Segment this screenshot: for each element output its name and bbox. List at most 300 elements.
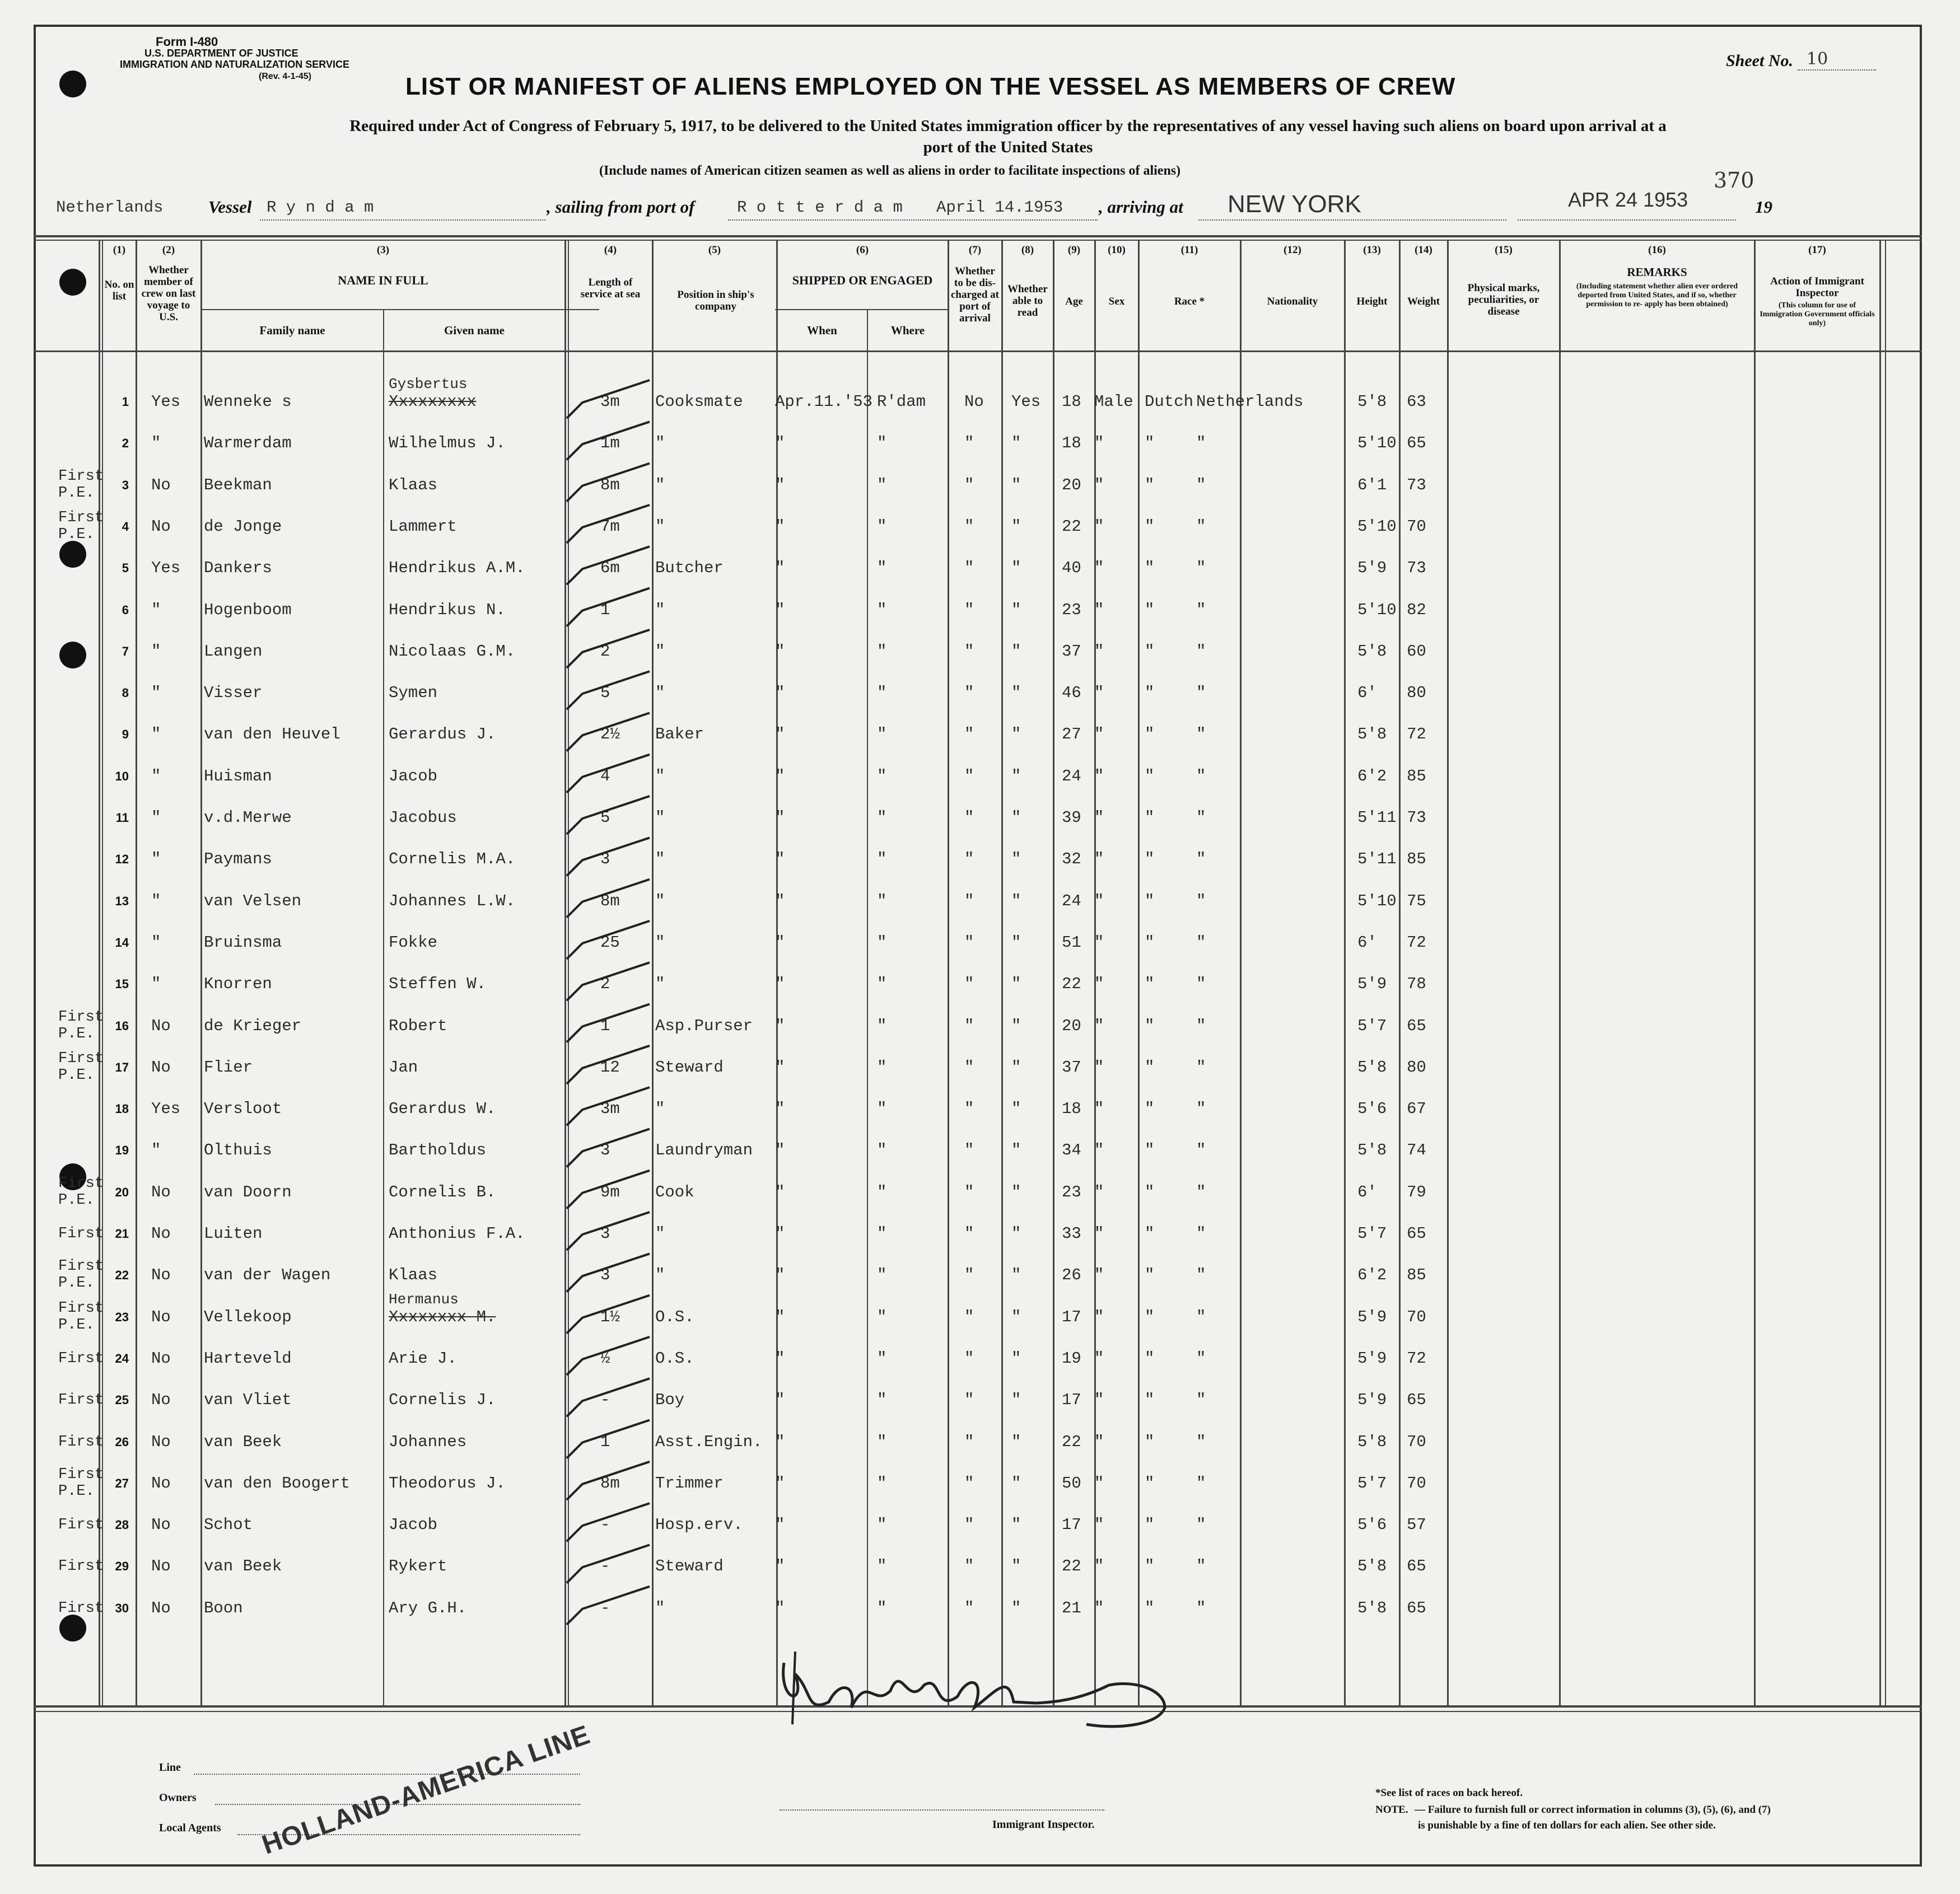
race-cell: " bbox=[1145, 559, 1155, 578]
height-cell: 6' bbox=[1357, 933, 1377, 952]
row-prefix-note: First P.E. bbox=[58, 1299, 104, 1334]
age-cell: 18 bbox=[1062, 434, 1081, 453]
col13-header: Height bbox=[1356, 296, 1388, 307]
position-cell: " bbox=[655, 1598, 665, 1617]
given-name-cell: Jacob bbox=[389, 766, 438, 785]
sex-cell: " bbox=[1094, 559, 1104, 578]
race-cell: " bbox=[1145, 1182, 1155, 1201]
family-name-cell: Langen bbox=[204, 642, 263, 661]
check-mark bbox=[567, 1046, 650, 1084]
discharged-cell: " bbox=[964, 1016, 974, 1035]
nationality-cell: " bbox=[1196, 975, 1206, 994]
nationality-cell: " bbox=[1196, 600, 1206, 619]
crew-cell: " bbox=[151, 600, 161, 619]
race-cell: " bbox=[1145, 1557, 1155, 1576]
service-cell: - bbox=[600, 1557, 610, 1576]
row-number: 20 bbox=[115, 1185, 129, 1199]
row-prefix-note: First P.E. bbox=[58, 1466, 104, 1500]
race-cell: " bbox=[1145, 1100, 1155, 1119]
date-dotted-line bbox=[1518, 219, 1736, 221]
race-cell: " bbox=[1145, 766, 1155, 785]
family-name-cell: v.d.Merwe bbox=[204, 808, 292, 827]
col10-number: (10) bbox=[1108, 244, 1126, 256]
row-number: 27 bbox=[115, 1476, 129, 1490]
discharged-cell: " bbox=[964, 600, 974, 619]
position-cell: Cook bbox=[655, 1182, 694, 1201]
position-cell: " bbox=[655, 850, 665, 869]
row-prefix-note: First P.E. bbox=[58, 1008, 104, 1042]
col-line bbox=[1447, 240, 1449, 1708]
position-cell: " bbox=[655, 684, 665, 703]
sex-cell: " bbox=[1094, 891, 1104, 910]
service-cell: 25 bbox=[600, 933, 620, 952]
check-mark bbox=[567, 713, 650, 751]
position-cell: " bbox=[655, 891, 665, 910]
discharged-cell: " bbox=[964, 559, 974, 578]
age-cell: 51 bbox=[1062, 933, 1081, 952]
read-cell: " bbox=[1011, 1141, 1021, 1160]
row-prefix-note: First P.E. bbox=[58, 467, 104, 502]
nationality-cell: " bbox=[1196, 559, 1206, 578]
family-name-cell: van der Wagen bbox=[204, 1266, 331, 1285]
crew-cell: No bbox=[151, 1516, 171, 1535]
family-name-cell: van Vliet bbox=[204, 1391, 292, 1410]
col16-note: (Including statement whether alien ever ordered deported from United States, and if so, whether permission to re- apply has been obtained) bbox=[1576, 282, 1738, 308]
check-mark bbox=[567, 1212, 650, 1250]
age-cell: 20 bbox=[1062, 1016, 1081, 1035]
discharged-cell: " bbox=[964, 975, 974, 994]
shipped-when-cell: " bbox=[775, 808, 785, 827]
col6-where-header: Where bbox=[890, 324, 925, 337]
discharged-cell: " bbox=[964, 1058, 974, 1077]
read-cell: " bbox=[1011, 1058, 1021, 1077]
shipped-where-cell: " bbox=[877, 559, 887, 578]
age-cell: 21 bbox=[1062, 1598, 1081, 1617]
shipped-when-cell: " bbox=[775, 559, 785, 578]
height-cell: 6' bbox=[1357, 684, 1377, 703]
crew-cell: " bbox=[151, 725, 161, 744]
shipped-where-cell: " bbox=[877, 642, 887, 661]
height-cell: 5'8 bbox=[1357, 1598, 1387, 1617]
shipped-when-cell: " bbox=[775, 891, 785, 910]
height-cell: 5'8 bbox=[1357, 642, 1387, 661]
given-name-correction: Gysbertus bbox=[389, 376, 468, 392]
position-cell: Steward bbox=[655, 1557, 724, 1576]
col16-number: (16) bbox=[1648, 244, 1666, 256]
family-name-cell: van Velsen bbox=[204, 891, 302, 910]
service-cell: 3 bbox=[600, 1141, 610, 1160]
shipped-where-cell: " bbox=[877, 1598, 887, 1617]
sex-cell: " bbox=[1094, 1266, 1104, 1285]
check-mark bbox=[567, 1296, 650, 1334]
read-cell: " bbox=[1011, 1432, 1021, 1451]
check-mark bbox=[567, 380, 650, 418]
check-mark bbox=[567, 505, 650, 543]
service-cell: - bbox=[600, 1598, 610, 1617]
shipped-where-cell: " bbox=[877, 517, 887, 536]
service-cell: - bbox=[600, 1391, 610, 1410]
position-cell: Boy bbox=[655, 1391, 685, 1410]
position-cell: Trimmer bbox=[655, 1474, 724, 1493]
row-prefix-note: First P.E. bbox=[58, 1258, 104, 1292]
read-cell: " bbox=[1011, 684, 1021, 703]
row-number: 10 bbox=[115, 769, 129, 783]
weight-cell: 65 bbox=[1407, 1391, 1426, 1410]
discharged-cell: " bbox=[964, 434, 974, 453]
row-number: 21 bbox=[115, 1227, 129, 1241]
shipped-when-cell: " bbox=[775, 1224, 785, 1243]
nationality-cell: " bbox=[1196, 1516, 1206, 1535]
discharged-cell: " bbox=[964, 1182, 974, 1201]
service-cell: 3 bbox=[600, 850, 610, 869]
position-cell: O.S. bbox=[655, 1349, 694, 1368]
required-line-2: port of the United States bbox=[923, 138, 1093, 156]
given-name-cell: Gerardus W. bbox=[389, 1100, 496, 1119]
sex-cell: " bbox=[1094, 766, 1104, 785]
form-revision: (Rev. 4-1-45) bbox=[259, 72, 311, 81]
shipped-when-cell: " bbox=[775, 1182, 785, 1201]
given-name-cell: Bartholdus bbox=[389, 1141, 487, 1160]
nationality-cell: " bbox=[1196, 850, 1206, 869]
check-mark bbox=[567, 1337, 650, 1375]
position-cell: Laundryman bbox=[655, 1141, 753, 1160]
shipped-where-cell: " bbox=[877, 1432, 887, 1451]
race-cell: " bbox=[1145, 1598, 1155, 1617]
age-cell: 18 bbox=[1062, 1100, 1081, 1119]
given-name-cell: Jacob bbox=[389, 1516, 438, 1535]
read-cell: " bbox=[1011, 642, 1021, 661]
check-mark bbox=[567, 464, 650, 502]
binder-hole bbox=[59, 1615, 86, 1642]
nationality-cell: " bbox=[1196, 1182, 1206, 1201]
crew-cell: " bbox=[151, 933, 161, 952]
check-mark bbox=[567, 880, 650, 918]
race-cell: " bbox=[1145, 725, 1155, 744]
family-name-cell: Luiten bbox=[204, 1224, 263, 1243]
discharged-cell: " bbox=[964, 1557, 974, 1576]
row-prefix-note: First P.E. bbox=[58, 1050, 104, 1084]
weight-cell: 75 bbox=[1407, 891, 1426, 910]
row-number: 28 bbox=[115, 1518, 129, 1532]
check-mark bbox=[567, 1462, 650, 1500]
position-cell: " bbox=[655, 600, 665, 619]
row-number: 15 bbox=[115, 977, 129, 992]
crew-cell: No bbox=[151, 475, 171, 494]
shipped-when-cell: " bbox=[775, 725, 785, 744]
age-cell: 17 bbox=[1062, 1516, 1081, 1535]
service-cell: 1m bbox=[600, 434, 620, 453]
nationality-cell: " bbox=[1196, 1391, 1206, 1410]
note-text-2: is punishable by a fine of ten dollars for each alien. See other side. bbox=[1418, 1820, 1716, 1831]
weight-cell: 74 bbox=[1407, 1141, 1426, 1160]
race-cell: " bbox=[1145, 517, 1155, 536]
row-number: 26 bbox=[115, 1434, 129, 1449]
read-cell: " bbox=[1011, 1516, 1021, 1535]
service-cell: 2 bbox=[600, 975, 610, 994]
sex-cell: Male bbox=[1094, 392, 1133, 411]
family-name-cell: Beekman bbox=[204, 475, 272, 494]
shipped-when-cell: " bbox=[775, 1141, 785, 1160]
crew-cell: " bbox=[151, 891, 161, 910]
sex-cell: " bbox=[1094, 808, 1104, 827]
col8-header: Whether able to read bbox=[1007, 283, 1048, 319]
age-cell: 50 bbox=[1062, 1474, 1081, 1493]
given-name-cell: Cornelis M.A. bbox=[389, 850, 516, 869]
year-label: 19 bbox=[1755, 197, 1772, 217]
given-name-cell: Xxxxxxxxx bbox=[389, 392, 477, 411]
col-line bbox=[383, 309, 384, 1708]
check-mark bbox=[567, 588, 650, 626]
col1-number: (1) bbox=[113, 244, 126, 256]
height-cell: 5'8 bbox=[1357, 1557, 1387, 1576]
discharged-cell: " bbox=[964, 1391, 974, 1410]
height-cell: 5'9 bbox=[1357, 559, 1387, 578]
position-cell: Baker bbox=[655, 725, 704, 744]
crew-cell: No bbox=[151, 1016, 171, 1035]
shipped-where-cell: R'dam bbox=[877, 392, 926, 411]
shipped-where-cell: " bbox=[877, 1474, 887, 1493]
row-prefix-note: First bbox=[58, 1350, 104, 1367]
weight-cell: 82 bbox=[1407, 600, 1426, 619]
age-cell: 33 bbox=[1062, 1224, 1081, 1243]
col8-number: (8) bbox=[1021, 244, 1034, 256]
col-line bbox=[136, 240, 137, 1708]
given-name-cell: Theodorus J. bbox=[389, 1474, 506, 1493]
col-line bbox=[1138, 240, 1140, 1708]
position-cell: " bbox=[655, 642, 665, 661]
shipped-when-cell: " bbox=[775, 1307, 785, 1326]
check-mark bbox=[567, 1004, 650, 1042]
col2-header: Whether member of crew on last voyage to U.S. bbox=[141, 264, 196, 323]
col14-header: Weight bbox=[1407, 296, 1440, 307]
given-name-cell: Robert bbox=[389, 1016, 447, 1035]
col-line bbox=[1559, 240, 1561, 1708]
check-mark bbox=[567, 1587, 650, 1625]
crew-cell: No bbox=[151, 1391, 171, 1410]
discharged-cell: " bbox=[964, 891, 974, 910]
binder-hole bbox=[59, 541, 86, 568]
weight-cell: 63 bbox=[1407, 392, 1426, 411]
weight-cell: 70 bbox=[1407, 1432, 1426, 1451]
check-mark bbox=[567, 962, 650, 1000]
read-cell: " bbox=[1011, 1182, 1021, 1201]
col15-header: Physical marks, peculiarities, or disease bbox=[1467, 282, 1540, 317]
age-cell: 23 bbox=[1062, 600, 1081, 619]
col17-note: (This column for use of Immigration Government officials only) bbox=[1760, 301, 1875, 328]
given-name-cell: Cornelis B. bbox=[389, 1182, 496, 1201]
read-cell: " bbox=[1011, 434, 1021, 453]
race-cell: " bbox=[1145, 1391, 1155, 1410]
crew-cell: No bbox=[151, 1598, 171, 1617]
shipped-when-cell: " bbox=[775, 1557, 785, 1576]
given-name-cell: Symen bbox=[389, 684, 438, 703]
service-cell: 8m bbox=[600, 1474, 620, 1493]
position-cell: Butcher bbox=[655, 559, 724, 578]
age-cell: 22 bbox=[1062, 975, 1081, 994]
discharged-cell: " bbox=[964, 1224, 974, 1243]
shipped-when-cell: " bbox=[775, 1474, 785, 1493]
position-cell: Asp.Purser bbox=[655, 1016, 753, 1035]
height-cell: 5'9 bbox=[1357, 975, 1387, 994]
col7-number: (7) bbox=[968, 244, 982, 256]
family-name-cell: Dankers bbox=[204, 559, 272, 578]
sailing-label: , sailing from port of bbox=[547, 197, 695, 217]
age-cell: 20 bbox=[1062, 475, 1081, 494]
read-cell: " bbox=[1011, 1391, 1021, 1410]
age-cell: 27 bbox=[1062, 725, 1081, 744]
col11-number: (11) bbox=[1180, 244, 1198, 256]
age-cell: 46 bbox=[1062, 684, 1081, 703]
weight-cell: 70 bbox=[1407, 1474, 1426, 1493]
crew-cell: " bbox=[151, 850, 161, 869]
crew-cell: No bbox=[151, 1474, 171, 1493]
sex-cell: " bbox=[1094, 434, 1104, 453]
col3-family-header: Family name bbox=[259, 324, 325, 337]
family-name-cell: de Krieger bbox=[204, 1016, 302, 1035]
row-number: 6 bbox=[122, 602, 129, 617]
shipped-when-cell: " bbox=[775, 434, 785, 453]
weight-cell: 60 bbox=[1407, 642, 1426, 661]
position-cell: " bbox=[655, 975, 665, 994]
family-name-cell: Harteveld bbox=[204, 1349, 292, 1368]
page-title: LIST OR MANIFEST OF ALIENS EMPLOYED ON THE VESSEL AS MEMBERS OF CREW bbox=[405, 73, 1456, 100]
service-cell: 2½ bbox=[600, 725, 620, 744]
sex-cell: " bbox=[1094, 725, 1104, 744]
weight-cell: 85 bbox=[1407, 1266, 1426, 1285]
race-cell: " bbox=[1145, 1349, 1155, 1368]
required-line-1: Required under Act of Congress of February 5, 1917, to be delivered to the United States immigration officer by the representatives of any vessel having such aliens on board upon arrival at a bbox=[349, 117, 1667, 135]
sex-cell: " bbox=[1094, 975, 1104, 994]
given-name-cell: Klaas bbox=[389, 475, 438, 494]
nationality-cell: " bbox=[1196, 1266, 1206, 1285]
position-cell: Hosp.erv. bbox=[655, 1516, 743, 1535]
read-cell: " bbox=[1011, 475, 1021, 494]
position-cell: " bbox=[655, 933, 665, 952]
races-note: *See list of races on back hereof. bbox=[1375, 1787, 1523, 1799]
given-name-cell: Steffen W. bbox=[389, 975, 487, 994]
shipped-where-cell: " bbox=[877, 1141, 887, 1160]
nationality-cell: " bbox=[1196, 725, 1206, 744]
age-cell: 18 bbox=[1062, 392, 1081, 411]
family-name-cell: Warmerdam bbox=[204, 434, 292, 453]
check-mark bbox=[567, 1129, 650, 1167]
binder-hole bbox=[59, 71, 86, 97]
weight-cell: 73 bbox=[1407, 559, 1426, 578]
shipped-where-cell: " bbox=[877, 725, 887, 744]
read-cell: " bbox=[1011, 1016, 1021, 1035]
race-cell: " bbox=[1145, 642, 1155, 661]
shipped-when-cell: " bbox=[775, 684, 785, 703]
nationality-cell: " bbox=[1196, 642, 1206, 661]
read-cell: " bbox=[1011, 1266, 1021, 1285]
row-number: 23 bbox=[115, 1310, 129, 1324]
row-number: 2 bbox=[122, 436, 129, 451]
row-number: 17 bbox=[115, 1060, 129, 1074]
race-cell: " bbox=[1145, 975, 1155, 994]
shipped-where-cell: " bbox=[877, 1516, 887, 1535]
crew-cell: " bbox=[151, 642, 161, 661]
sex-cell: " bbox=[1094, 1141, 1104, 1160]
crew-cell: No bbox=[151, 1349, 171, 1368]
age-cell: 34 bbox=[1062, 1141, 1081, 1160]
nationality-cell: " bbox=[1196, 1016, 1206, 1035]
service-cell: 1 bbox=[600, 1432, 610, 1451]
family-name-cell: van Beek bbox=[204, 1557, 282, 1576]
crew-cell: Yes bbox=[151, 392, 181, 411]
crew-cell: No bbox=[151, 1182, 171, 1201]
name-sub-rule bbox=[202, 309, 599, 310]
race-cell: " bbox=[1145, 1474, 1155, 1493]
family-name-cell: van Beek bbox=[204, 1432, 282, 1451]
age-cell: 37 bbox=[1062, 1058, 1081, 1077]
read-cell: " bbox=[1011, 517, 1021, 536]
agency-name: U.S. DEPARTMENT OF JUSTICE bbox=[144, 48, 298, 59]
shipped-where-cell: " bbox=[877, 1266, 887, 1285]
race-cell: " bbox=[1145, 475, 1155, 494]
given-name-cell: Nicolaas G.M. bbox=[389, 642, 516, 661]
sex-cell: " bbox=[1094, 850, 1104, 869]
read-cell: " bbox=[1011, 1349, 1021, 1368]
col15-number: (15) bbox=[1495, 244, 1513, 256]
position-cell: Asst.Engin. bbox=[655, 1432, 763, 1451]
height-cell: 6'1 bbox=[1357, 475, 1387, 494]
family-name-cell: Boon bbox=[204, 1598, 243, 1617]
vessel-flag: Netherlands bbox=[56, 198, 164, 217]
height-cell: 5'6 bbox=[1357, 1516, 1387, 1535]
sex-cell: " bbox=[1094, 1391, 1104, 1410]
read-cell: " bbox=[1011, 1307, 1021, 1326]
shipped-where-cell: " bbox=[877, 1224, 887, 1243]
crew-cell: No bbox=[151, 1058, 171, 1077]
weight-cell: 70 bbox=[1407, 517, 1426, 536]
shipped-when-cell: " bbox=[775, 1598, 785, 1617]
service-cell: 9m bbox=[600, 1182, 620, 1201]
height-cell: 5'10 bbox=[1357, 600, 1397, 619]
vessel-name: R y n d a m bbox=[267, 198, 374, 217]
race-cell: " bbox=[1145, 1058, 1155, 1077]
position-cell: " bbox=[655, 517, 665, 536]
col7-header: Whether to be dis- charged at port of arrival bbox=[951, 265, 1000, 324]
service-cell: 2 bbox=[600, 642, 610, 661]
read-cell: " bbox=[1011, 808, 1021, 827]
height-cell: 5'9 bbox=[1357, 1391, 1387, 1410]
weight-cell: 80 bbox=[1407, 1058, 1426, 1077]
read-cell: " bbox=[1011, 891, 1021, 910]
discharged-cell: " bbox=[964, 517, 974, 536]
service-name: IMMIGRATION AND NATURALIZATION SERVICE bbox=[120, 59, 349, 70]
row-number: 25 bbox=[115, 1393, 129, 1407]
nationality-cell: " bbox=[1196, 808, 1206, 827]
col4-number: (4) bbox=[604, 244, 617, 256]
age-cell: 40 bbox=[1062, 559, 1081, 578]
col6-header: SHIPPED OR ENGAGED bbox=[792, 273, 933, 287]
binder-hole bbox=[59, 642, 86, 668]
row-number: 1 bbox=[122, 395, 129, 409]
race-cell: " bbox=[1145, 434, 1155, 453]
check-mark bbox=[567, 1503, 650, 1541]
sex-cell: " bbox=[1094, 1182, 1104, 1201]
service-cell: 3 bbox=[600, 1224, 610, 1243]
discharged-cell: " bbox=[964, 1141, 974, 1160]
check-mark bbox=[567, 630, 650, 668]
nationality-cell: " bbox=[1196, 1474, 1206, 1493]
shipped-when-cell: Apr.11.'53 bbox=[775, 392, 873, 411]
position-cell: " bbox=[655, 808, 665, 827]
col-line bbox=[1344, 240, 1346, 1708]
shipped-where-cell: " bbox=[877, 975, 887, 994]
weight-cell: 80 bbox=[1407, 684, 1426, 703]
check-mark bbox=[567, 1087, 650, 1125]
